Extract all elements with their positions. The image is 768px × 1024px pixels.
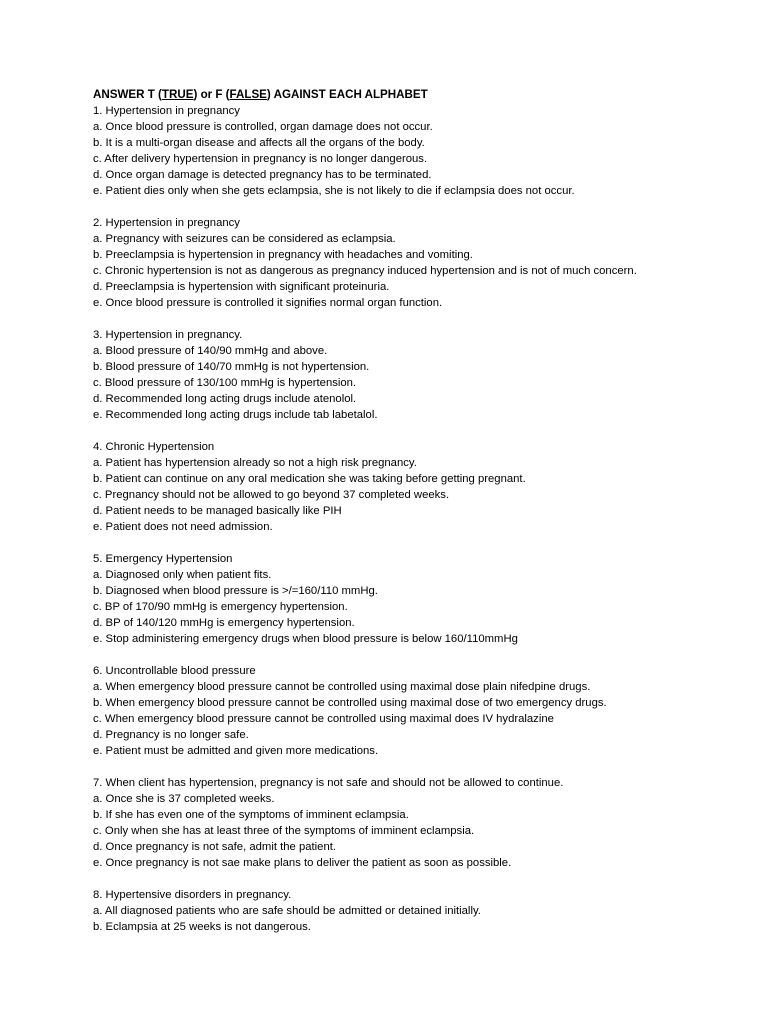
title-part2: ) or F ( (193, 88, 230, 101)
question-option: b. Patient can continue on any oral medication she was taking before getting pregnant. (93, 473, 526, 485)
question-option: d. Once organ damage is detected pregnancy has to be terminated. (93, 169, 432, 181)
question-option: e. Once pregnancy is not sae make plans to deliver the patient as soon as possible. (93, 857, 512, 869)
question-option: b. Diagnosed when blood pressure is >/=160/110 mmHg. (93, 585, 378, 597)
question-option: a. Once she is 37 completed weeks. (93, 793, 275, 805)
title-part1: ANSWER T ( (93, 88, 162, 101)
question-option: b. If she has even one of the symptoms of imminent eclampsia. (93, 809, 409, 821)
question-option: e. Patient dies only when she gets eclampsia, she is not likely to die if eclampsia does not occur. (93, 185, 575, 197)
question-option: a. All diagnosed patients who are safe should be admitted or detained initially. (93, 905, 481, 917)
question-option: d. BP of 140/120 mmHg is emergency hypertension. (93, 617, 355, 629)
question-option: e. Recommended long acting drugs include tab labetalol. (93, 409, 378, 421)
question-block (93, 103, 768, 199)
question-option: e. Patient does not need admission. (93, 521, 273, 533)
question-block (93, 327, 768, 423)
question-block (93, 215, 768, 311)
question-option: c. When emergency blood pressure cannot be controlled using maximal does IV hydralazine (93, 713, 554, 725)
question-option: b. It is a multi-organ disease and affects all the organs of the body. (93, 137, 425, 149)
question-option: c. Blood pressure of 130/100 mmHg is hypertension. (93, 377, 357, 389)
question-option: c. Chronic hypertension is not as dangerous as pregnancy induced hypertension and is not of much concern. (93, 265, 637, 277)
question-option: a. Diagnosed only when patient fits. (93, 569, 272, 581)
question-option: a. Once blood pressure is controlled, organ damage does not occur. (93, 121, 433, 133)
question-option: e. Stop administering emergency drugs when blood pressure is below 160/110mmHg (93, 633, 518, 645)
question-option: c. After delivery hypertension in pregnancy is no longer dangerous. (93, 153, 428, 165)
question-block (93, 775, 768, 871)
question-block (93, 439, 768, 535)
question-option: e. Patient must be admitted and given more medications. (93, 745, 379, 757)
question-option: d. Patient needs to be managed basically like PIH (93, 505, 342, 517)
question-option: d. Once pregnancy is not safe, admit the patient. (93, 841, 337, 853)
question-option: c. Only when she has at least three of the symptoms of imminent eclampsia. (93, 825, 475, 837)
question-list (93, 103, 768, 935)
question-option: a. Pregnancy with seizures can be considered as eclampsia. (93, 233, 396, 245)
question-option: b. Eclampsia at 25 weeks is not dangerous. (93, 921, 311, 933)
question-option: a. Blood pressure of 140/90 mmHg and above. (93, 345, 328, 357)
question-option: c. BP of 170/90 mmHg is emergency hypertension. (93, 601, 348, 613)
question-stem: 6. Uncontrollable blood pressure (93, 665, 256, 677)
question-option: d. Preeclampsia is hypertension with significant proteinuria. (93, 281, 390, 293)
question-option: b. Blood pressure of 140/70 mmHg is not hypertension. (93, 361, 370, 373)
title-false-word: FALSE (229, 88, 267, 101)
question-option: e. Once blood pressure is controlled it signifies normal organ function. (93, 297, 443, 309)
question-option: c. Pregnancy should not be allowed to go beyond 37 completed weeks. (93, 489, 450, 501)
question-stem: 2. Hypertension in pregnancy (93, 217, 240, 229)
question-option: d. Pregnancy is no longer safe. (93, 729, 249, 741)
question-option: b. When emergency blood pressure cannot be controlled using maximal dose of two emergency drugs. (93, 697, 607, 709)
question-option: a. When emergency blood pressure cannot be controlled using maximal dose plain nifedpine drugs. (93, 681, 591, 693)
question-stem: 3. Hypertension in pregnancy. (93, 329, 243, 341)
question-stem: 1. Hypertension in pregnancy (93, 105, 240, 117)
title-true-word: TRUE (161, 88, 194, 101)
question-block (93, 663, 768, 759)
question-block (93, 551, 768, 647)
question-option: d. Recommended long acting drugs include atenolol. (93, 393, 357, 405)
question-option: a. Patient has hypertension already so not a high risk pregnancy. (93, 457, 417, 469)
question-block (93, 887, 768, 935)
question-option: b. Preeclampsia is hypertension in pregnancy with headaches and vomiting. (93, 249, 473, 261)
question-stem: 4. Chronic Hypertension (93, 441, 215, 453)
question-stem: 7. When client has hypertension, pregnancy is not safe and should not be allowed to continue. (93, 777, 564, 789)
question-stem: 8. Hypertensive disorders in pregnancy. (93, 889, 292, 901)
title-part3: ) AGAINST EACH ALPHABET (266, 88, 428, 101)
page-title (93, 87, 768, 103)
question-stem: 5. Emergency Hypertension (93, 553, 233, 565)
